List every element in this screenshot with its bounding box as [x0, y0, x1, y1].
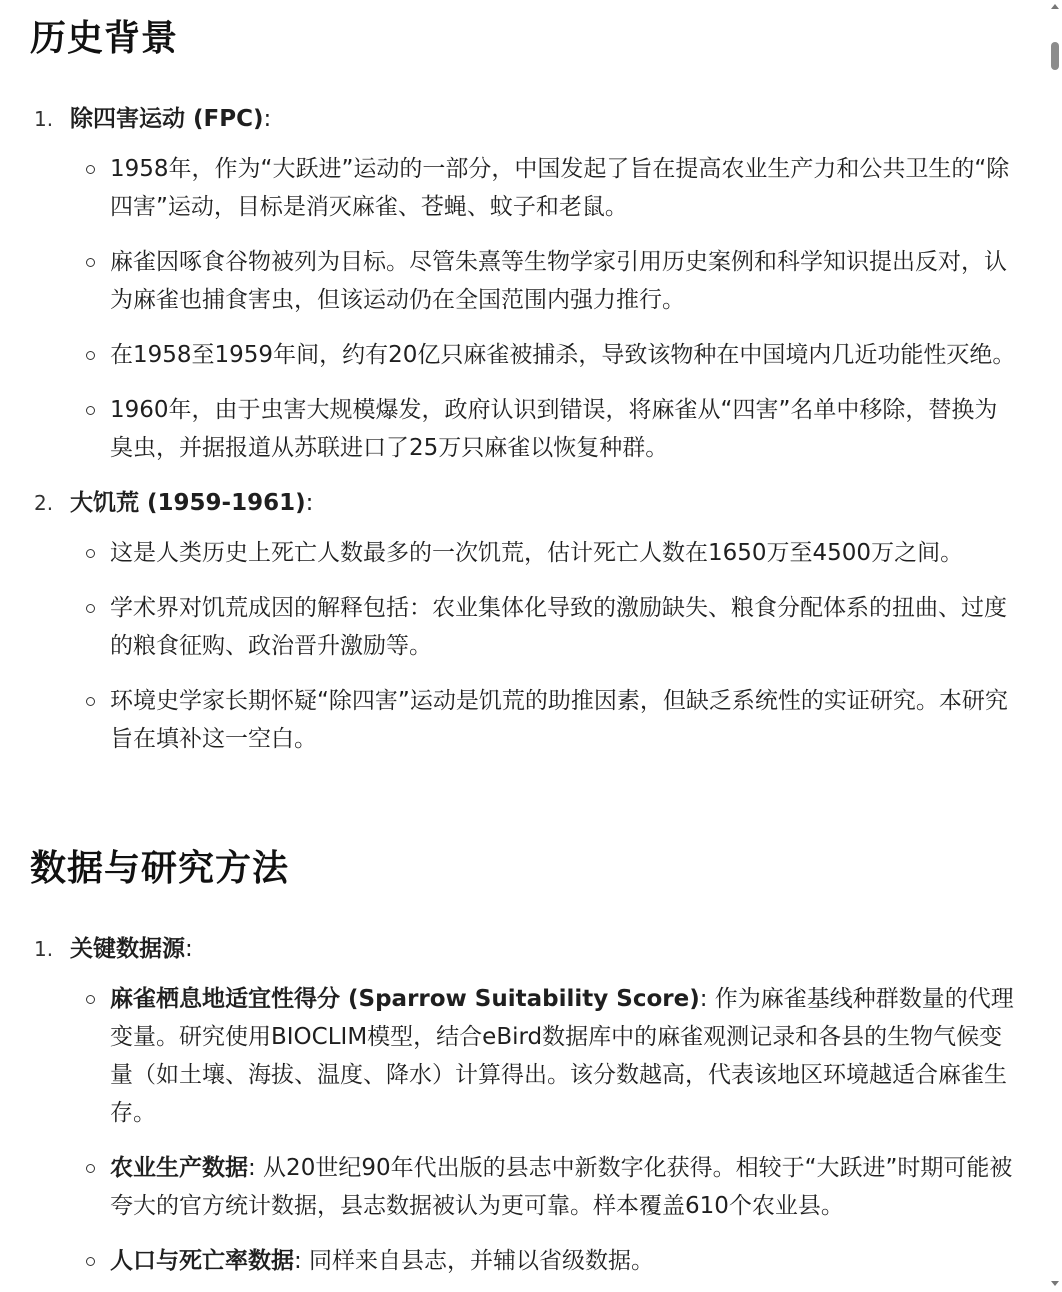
ordered-list-item [30, 930, 1020, 968]
list-item [30, 682, 1020, 758]
bullet-text: 1958年，作为“大跃进”运动的一部分，中国发起了旨在提高农业生产力和公共卫生的“除四害”运动，目标是消灭麻雀、苍蝇、蚊子和老鼠。 [110, 156, 1010, 220]
list-number: 1. [34, 937, 54, 961]
section-heading-background: 历史背景 [30, 17, 179, 59]
list-item-title: 关键数据源 [70, 936, 185, 962]
circle-bullet-icon [86, 165, 95, 174]
scrollbar-thumb[interactable] [1051, 42, 1059, 70]
list-item [30, 534, 1020, 572]
bullet-text: 在1958至1959年间，约有20亿只麻雀被捕杀，导致该物种在中国境内几近功能性灭绝。 [110, 342, 1016, 368]
circle-bullet-icon [86, 258, 95, 267]
circle-bullet-icon [86, 697, 95, 706]
list-item [30, 589, 1020, 665]
scroll-up-arrow-icon[interactable] [1051, 4, 1059, 9]
bullet-list [30, 150, 1020, 467]
bullet-term: 麻雀栖息地适宜性得分 (Sparrow Suitability Score) [110, 986, 700, 1012]
bullet-term: 人口与死亡率数据 [110, 1248, 294, 1274]
circle-bullet-icon [86, 351, 95, 360]
circle-bullet-icon [86, 549, 95, 558]
list-item [30, 243, 1020, 319]
section-heading-data-methods: 数据与研究方法 [30, 847, 290, 889]
bullet-text: 这是人类历史上死亡人数最多的一次饥荒，估计死亡人数在1650万至4500万之间。 [110, 540, 964, 566]
ordered-list-item [30, 484, 1020, 522]
bullet-text: 学术界对饥荒成因的解释包括：农业集体化导致的激励缺失、粮食分配体系的扭曲、过度的粮食征购、政治晋升激励等。 [110, 595, 1007, 659]
scroll-down-arrow-icon[interactable] [1051, 1281, 1059, 1286]
list-item-colon: : [185, 936, 193, 962]
bullet-text: : 作为麻雀基线种群数量的代理变量。研究使用BIOCLIM模型，结合eBird数据库中的麻雀观测记录和各县的生物气候变量（如土壤、海拔、温度、降水）计算得出。该分数越高，代表该地区环境越适合麻雀生存。 [110, 986, 1014, 1126]
list-item-title: 大饥荒 (1959-1961) [70, 490, 306, 516]
circle-bullet-icon [86, 406, 95, 415]
data-methods-list [30, 930, 1020, 1292]
list-item [30, 1149, 1020, 1225]
bullet-term: 农业生产数据 [110, 1155, 248, 1181]
bullet-text: 环境史学家长期怀疑“除四害”运动是饥荒的助推因素，但缺乏系统性的实证研究。本研究旨在填补这一空白。 [110, 688, 1008, 752]
bullet-text: : 从20世纪90年代出版的县志中新数字化获得。相较于“大跃进”时期可能被夸大的官方统计数据，县志数据被认为更可靠。样本覆盖610个农业县。 [110, 1155, 1013, 1219]
list-item-colon: : [263, 106, 272, 132]
list-item [30, 150, 1020, 226]
bullet-list [30, 534, 1020, 758]
circle-bullet-icon [86, 1164, 95, 1173]
circle-bullet-icon [86, 604, 95, 613]
list-item [30, 980, 1020, 1132]
list-item [30, 336, 1020, 374]
ordered-list-item [30, 100, 1020, 138]
list-item-colon: : [305, 490, 314, 516]
list-number: 1. [34, 107, 54, 131]
bullet-text: 1960年，由于虫害大规模爆发，政府认识到错误，将麻雀从“四害”名单中移除，替换为臭虫，并据报道从苏联进口了25万只麻雀以恢复种群。 [110, 397, 998, 461]
list-number: 2. [34, 491, 54, 515]
bullet-text: : 同样来自县志，并辅以省级数据。 [294, 1248, 655, 1274]
list-item [30, 1242, 1020, 1280]
circle-bullet-icon [86, 1257, 95, 1266]
bullet-text: 麻雀因啄食谷物被列为目标。尽管朱熹等生物学家引用历史案例和科学知识提出反对，认为麻雀也捕食害虫，但该运动仍在全国范围内强力推行。 [110, 249, 1007, 313]
vertical-scrollbar[interactable] [1048, 0, 1062, 1292]
list-item [30, 391, 1020, 467]
list-item-title: 除四害运动 (FPC) [70, 106, 264, 132]
circle-bullet-icon [86, 995, 95, 1004]
background-list [30, 100, 1020, 775]
bullet-list [30, 980, 1020, 1280]
